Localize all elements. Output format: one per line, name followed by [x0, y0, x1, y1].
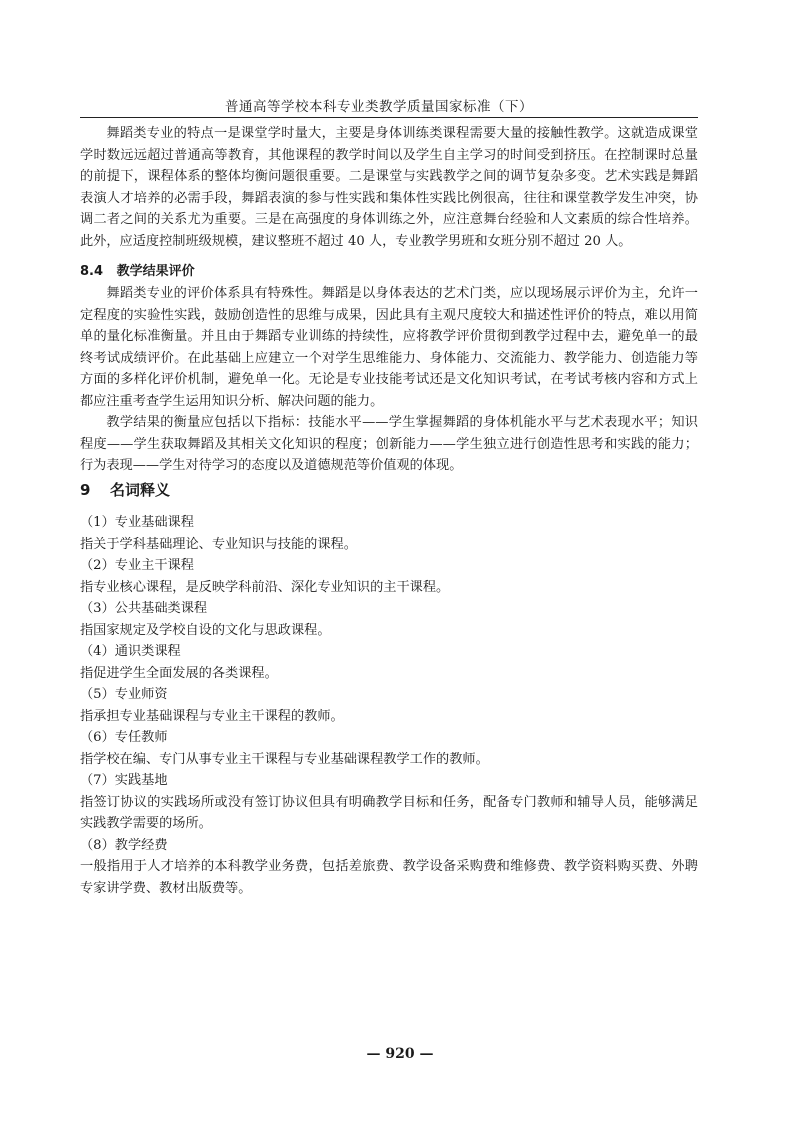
glossary-item	[80, 727, 698, 770]
section-number: 8.4	[80, 264, 104, 279]
paragraph: 教学结果的衡量应包括以下指标：技能水平——学生掌握舞蹈的身体机能水平与艺术表现水平；知识程度——学生获取舞蹈及其相关文化知识的程度；创新能力——学生独立进行创造性思考和实践的能力；行为表现——学生对待学习的态度以及道德规范等价值观的体现。	[80, 415, 698, 473]
term-label: （5）专业师资	[80, 687, 168, 702]
glossary-item	[80, 770, 698, 835]
running-header: 普通高等学校本科专业类教学质量国家标准（下）	[225, 99, 533, 115]
term-label: （3）公共基础类课程	[80, 601, 208, 616]
term-label: （4）通识类课程	[80, 644, 181, 659]
glossary-item	[80, 835, 698, 900]
term-definition: 指承担专业基础课程与专业主干课程的教师。	[80, 708, 344, 724]
term-label: （8）教学经费	[80, 837, 168, 853]
term-definition: 指签订协议的实践场所或没有签订协议但具有明确教学目标和任务，配备专门教师和辅导人员，能够满足实践教学需要的场所。	[80, 794, 698, 831]
header-rule	[80, 117, 698, 118]
glossary-item	[80, 512, 698, 555]
glossary-item	[80, 555, 698, 598]
term-definition: 指学校在编、专门从事专业主干课程与专业基础课程教学工作的教师。	[80, 751, 489, 767]
glossary-item	[80, 684, 698, 727]
glossary-item	[80, 598, 698, 641]
term-label: （2）专业主干课程	[80, 558, 194, 573]
glossary-list	[80, 512, 698, 899]
chapter-title: 名词释义	[110, 481, 171, 499]
intro-paragraph: 舞蹈类专业的特点一是课堂学时量大，主要是身体训练类课程需要大量的接触性教学。这就造成课堂学时数远远超过普通高等教育，其他课程的教学时间以及学生自主学习的时间受到挤压。在控制课时总量的前提下，课程体系的整体均衡问题很重要。二是课堂与实践教学之间的调节复杂多变。艺术实践是舞蹈表演人才培养的必需手段，舞蹈表演的参与性实践和集体性实践比例很高，往往和课堂教学发生冲突，协调二者之间的关系尤为重要。三是在高强度的身体训练之外，应注意舞台经验和人文素质的综合性培养。此外，应适度控制班级规模，建议整班不超过 40 人，专业教学男班和女班分别不超过 20 人。	[80, 126, 698, 249]
term-definition: 指专业核心课程，是反映学科前沿、深化专业知识的主干课程。	[80, 579, 450, 595]
term-label: （6）专任教师	[80, 730, 168, 745]
term-definition: 指国家规定及学校自设的文化与思政课程。	[80, 622, 331, 638]
term-definition: 一般指用于人才培养的本科教学业务费，包括差旅费、教学设备采购费和维修费、教学资料购买费、外聘专家讲学费、教材出版费等。	[80, 859, 698, 896]
term-definition: 指促进学生全面发展的各类课程。	[80, 665, 278, 681]
chapter-9-heading	[80, 478, 698, 502]
intro-section	[80, 123, 698, 252]
section-8-4-body	[80, 283, 698, 477]
paragraph: 舞蹈类专业的评价体系具有特殊性。舞蹈是以身体表达的艺术门类，应以现场展示评价为主，允许一定程度的实验性实践，鼓励创造性的思维与成果，因此具有主观尺度较大和描述性评价的特点，难以用简单的量化标准衡量。并且由于舞蹈专业训练的持续性，应将教学评价贯彻到教学过程中去，避免单一的最终考试成绩评价。在此基础上应建立一个对学生思维能力、身体能力、交流能力、教学能力、创造能力等方面的多样化评价机制，避免单一化。无论是专业技能考试还是文化知识考试，在考试考核内容和方式上都应注重考查学生运用知识分析、解决问题的能力。	[80, 286, 698, 409]
chapter-number: 9	[80, 481, 91, 499]
term-label: （7）实践基地	[80, 773, 168, 788]
page-number: — 920 —	[366, 1046, 434, 1062]
section-8-4-heading	[80, 261, 698, 282]
section-title: 教学结果评价	[116, 264, 195, 279]
glossary-item	[80, 641, 698, 684]
term-label: （1）专业基础课程	[80, 515, 194, 530]
term-definition: 指关于学科基础理论、专业知识与技能的课程。	[80, 536, 357, 552]
